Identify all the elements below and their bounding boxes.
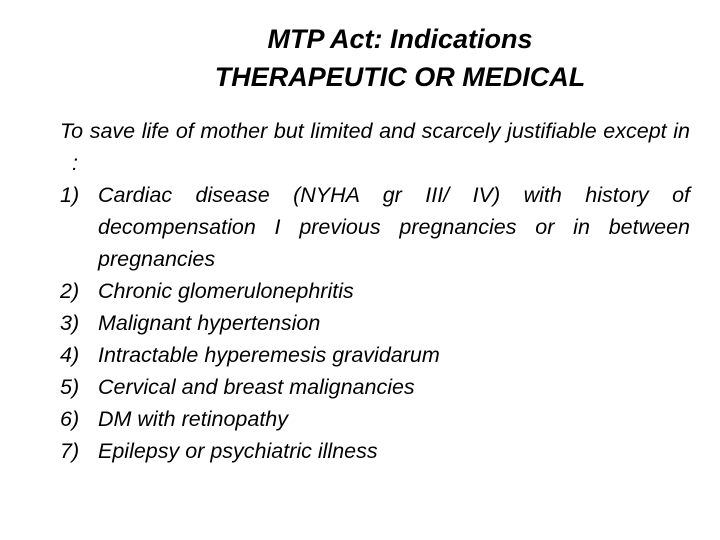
item-number: 7): [60, 439, 80, 463]
title-line-1: MTP Act: Indications: [267, 24, 533, 54]
item-text: DM with retinopathy: [98, 407, 288, 431]
slide-title: [150, 20, 650, 96]
item-text: Cardiac disease (NYHA gr III/ IV) with history of decompensation I previous pregnancies or in between pregnancies: [98, 183, 690, 271]
list-item: [60, 307, 690, 339]
item-number: 1): [60, 183, 80, 207]
list-item: [60, 371, 690, 403]
list-item: [60, 275, 690, 307]
slide-body: [60, 115, 690, 467]
intro-text: To save life of mother but limited and scarcely justifiable except in :: [60, 119, 690, 175]
item-text: Malignant hypertension: [98, 311, 321, 335]
indications-list: [60, 179, 690, 467]
item-number: 3): [60, 311, 80, 335]
item-number: 2): [60, 279, 80, 303]
list-item: [60, 339, 690, 371]
title-line-2: THERAPEUTIC OR MEDICAL: [214, 62, 586, 92]
item-number: 4): [60, 343, 80, 367]
item-text: Cervical and breast malignancies: [98, 375, 415, 399]
item-text: Chronic glomerulonephritis: [98, 279, 354, 303]
item-text: Intractable hyperemesis gravidarum: [98, 343, 440, 367]
list-item: [60, 435, 690, 467]
item-number: 5): [60, 375, 80, 399]
item-text: Epilepsy or psychiatric illness: [98, 439, 378, 463]
list-item: [60, 403, 690, 435]
item-number: 6): [60, 407, 80, 431]
list-item: [60, 179, 690, 275]
